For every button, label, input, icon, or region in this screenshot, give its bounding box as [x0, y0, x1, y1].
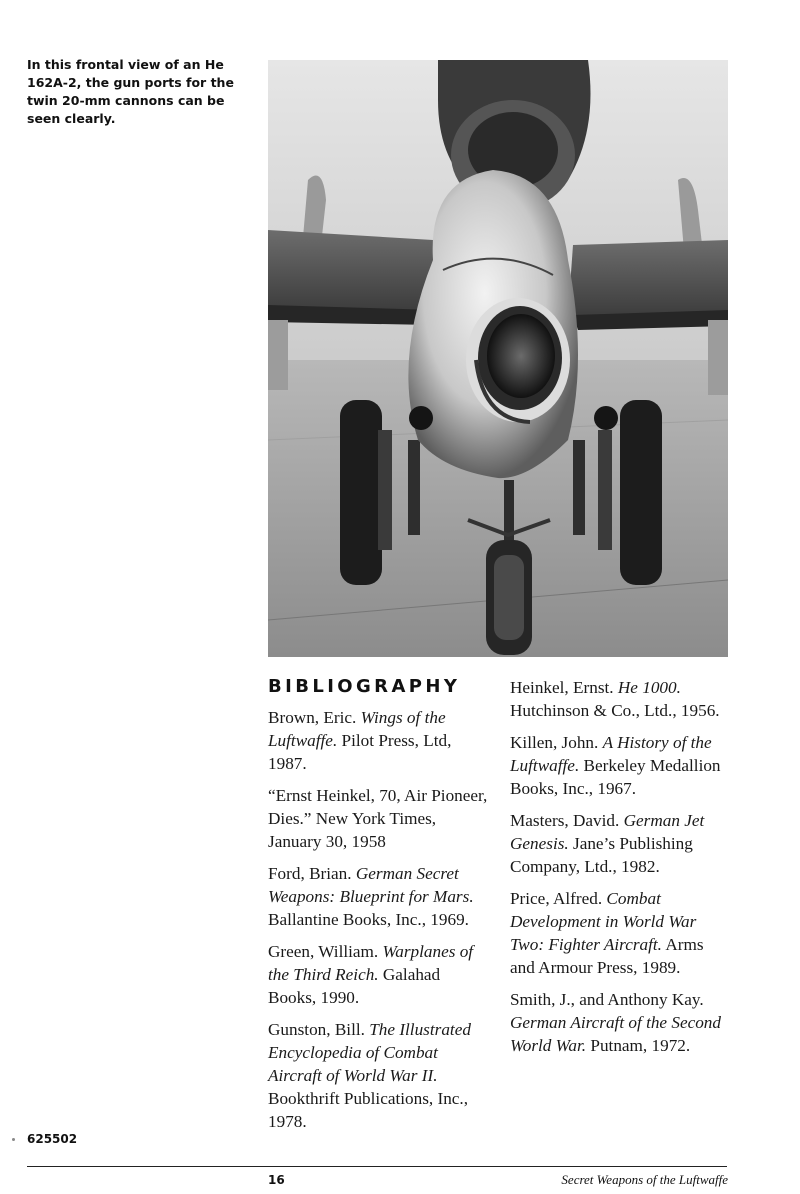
bibliography-entry: Green, William. Warplanes of the Third Reich. Galahad Books, 1990. — [268, 942, 474, 1007]
bibliography-entry: Killen, John. A History of the Luftwaffe. Berkeley Medallion Books, Inc., 1967. — [510, 733, 721, 798]
he162-frontal-image — [268, 60, 728, 657]
page-id: 625502 — [27, 1132, 78, 1146]
aircraft-photo — [268, 60, 728, 657]
margin-dot — [12, 1138, 15, 1141]
bibliography-entry: Ford, Brian. German Secret Weapons: Blueprint for Mars. Ballantine Books, Inc., 1969. — [268, 864, 474, 929]
bibliography-entry: Gunston, Bill. The Illustrated Encyclopedia of Combat Aircraft of World War II. Bookthrift Publications, Inc., 1978. — [268, 1020, 471, 1131]
footer-divider — [27, 1166, 727, 1167]
bibliography-entry: “Ernst Heinkel, 70, Air Pioneer, Dies.” New York Times, January 30, 1958 — [268, 786, 488, 851]
page-number: 16 — [268, 1173, 285, 1187]
bibliography-entry: Smith, J., and Anthony Kay. German Aircraft of the Second World War. Putnam, 1972. — [510, 990, 721, 1055]
bibliography-entry: Brown, Eric. Wings of the Luftwaffe. Pilot Press, Ltd, 1987. — [268, 708, 452, 773]
running-title: Secret Weapons of the Luftwaffe — [561, 1172, 728, 1187]
bibliography-heading: BIBLIOGRAPHY — [268, 676, 461, 697]
photo-caption: In this frontal view of an He 162A-2, the gun ports for the twin 20-mm cannons can be seen clearly. — [27, 57, 234, 126]
bibliography-left-column — [268, 676, 488, 1142]
bibliography-right-column — [510, 676, 730, 1066]
bibliography-entry: Heinkel, Ernst. He 1000. Hutchinson & Co., Ltd., 1956. — [510, 678, 720, 720]
bibliography-entry: Price, Alfred. Combat Development in World War Two: Fighter Aircraft. Arms and Armour Press, 1989. — [510, 889, 704, 977]
bibliography-entry: Masters, David. German Jet Genesis. Jane’s Publishing Company, Ltd., 1982. — [510, 811, 705, 876]
